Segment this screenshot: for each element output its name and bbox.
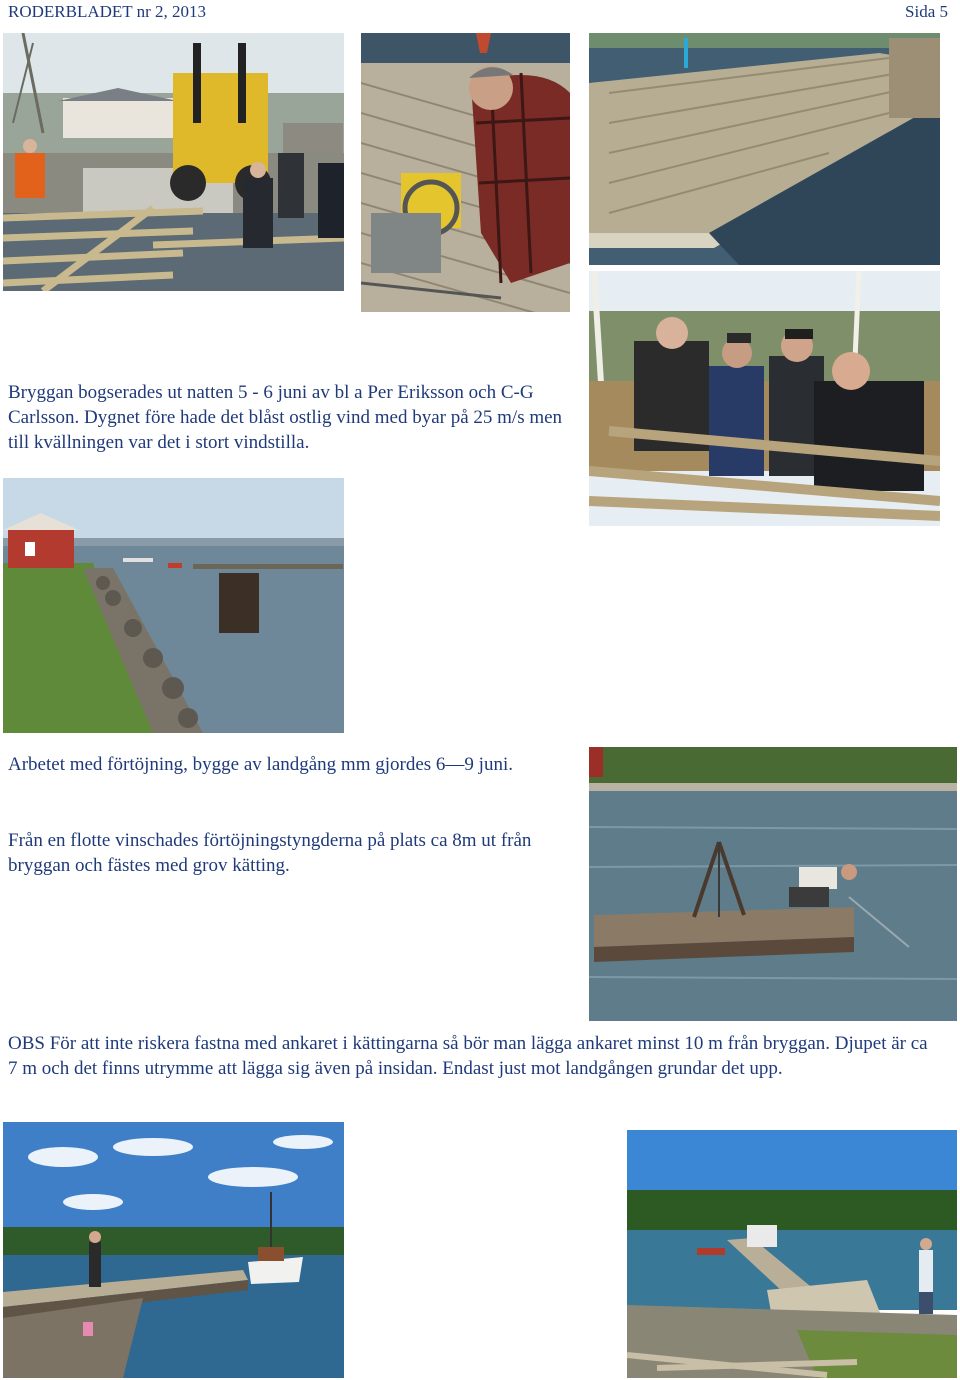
photo-loader-dock-building [3, 33, 344, 291]
obs-note: OBS För att inte riskera fastna med ankaret i kättingarna så bör man lägga ankaret minst 10 m från bryggan. Djupet är ca 7 m och det finns utrymme att lägga sig även på insidan. Endast just mot landgången grundar det upp. [8, 1033, 928, 1079]
caption-towing: Bryggan bogserades ut natten 5 - 6 juni av bl a Per Eriksson och C-G Carlsson. Dygnet före hade det blåst ostlig vind med byar på 25 m/s men till kvällningen var det i stort vindstilla. [8, 382, 563, 453]
photo-gangway-view [627, 1130, 957, 1378]
photo-shoreline-red-cabin [3, 478, 344, 733]
photo-winch-raft [589, 747, 957, 1021]
caption-weights: Från en flotte vinschades förtöjningstyngderna på plats ca 8m ut från bryggan och fästes med grov kätting. [8, 830, 532, 876]
photo-finished-pier [589, 33, 940, 265]
photo-saw-cutting [361, 33, 570, 312]
page-number: Sida 5 [905, 2, 948, 21]
photo-pier-with-boat [3, 1122, 344, 1378]
caption-mooring-work: Arbetet med förtöjning, bygge av landgång mm gjordes 6—9 juni. [8, 754, 513, 775]
photo-four-men-inspecting [589, 271, 940, 526]
publication-title: RODERBLADET nr 2, 2013 [8, 2, 207, 21]
